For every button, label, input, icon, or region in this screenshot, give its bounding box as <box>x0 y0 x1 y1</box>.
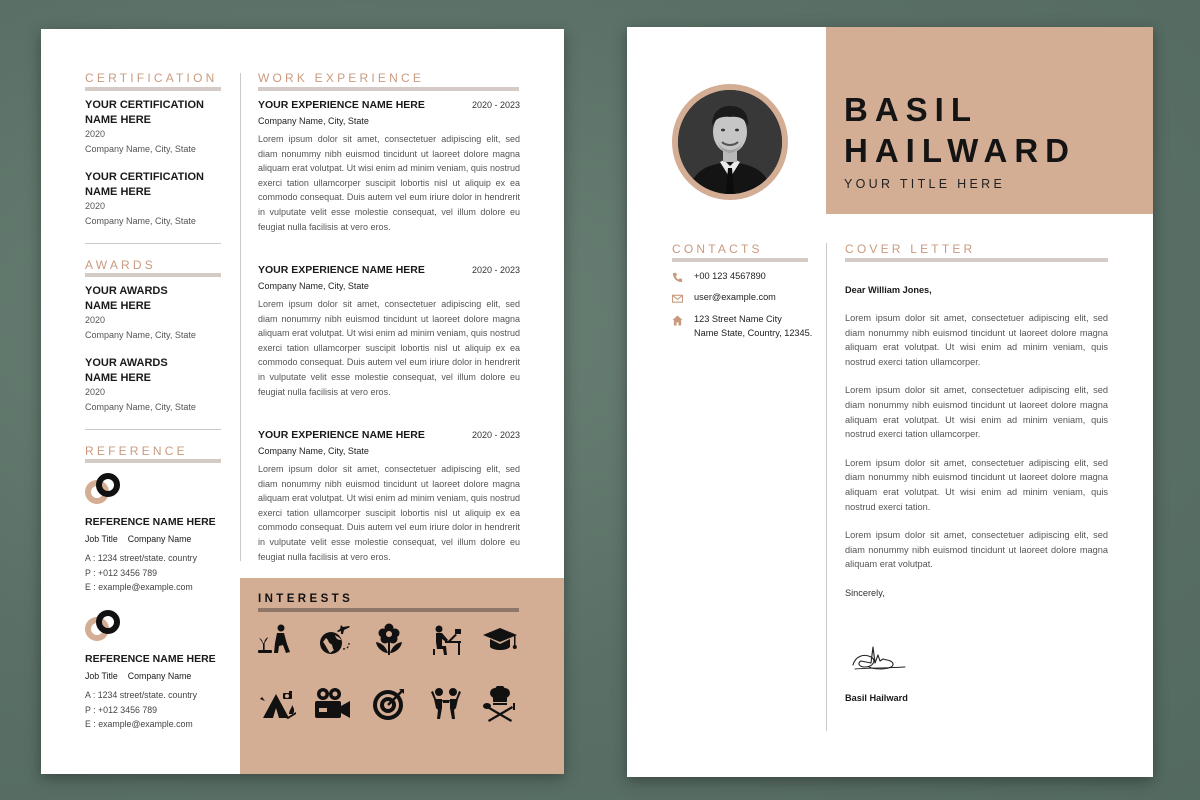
award-place: Company Name, City, State <box>85 330 196 340</box>
certification-name-line1: YOUR CERTIFICATION <box>85 99 204 111</box>
certification-name-line2: NAME HERE <box>85 185 152 198</box>
interests-panel <box>240 578 564 774</box>
award-year: 2020 <box>85 387 106 397</box>
cover-letter-rule <box>845 258 1108 262</box>
letter-paragraph: Lorem ipsum dolor sit amet, consectetuer adipiscing elit, sed diam nonummy nibh euismod tincidunt ut laoreet dolore magna aliquam erat volutpat. <box>845 530 1108 570</box>
experience-dates: 2020 - 2023 <box>471 100 520 110</box>
experience-header <box>258 429 520 441</box>
letter-paragraph: Lorem ipsum dolor sit amet, consectetuer adipiscing elit, sed diam nonummy nibh euismod tincidunt ut laoreet dolore magna aliquam erat volutpat. Ut wisi enim ad minim veniam, quis nostrud exerci tation. <box>845 457 1108 512</box>
certification-name-line1: YOUR CERTIFICATION <box>85 171 204 183</box>
reference-address: A : 1234 street/state. country <box>85 553 197 563</box>
reference-job-line <box>85 671 235 681</box>
reference-logo-icon <box>85 473 121 505</box>
name-header-block <box>826 27 1153 214</box>
profile-photo <box>678 90 782 194</box>
certification-rule <box>85 87 221 91</box>
cover-letter-page <box>627 27 1153 777</box>
gardening-icon <box>255 620 295 660</box>
contacts-rule <box>672 258 808 262</box>
awards-rule <box>85 273 221 277</box>
mail-icon <box>672 291 683 302</box>
reference-name: REFERENCE NAME HERE <box>85 516 216 528</box>
reference-phone: P : +012 3456 789 <box>85 567 157 578</box>
home-icon <box>672 313 683 324</box>
profile-photo-frame <box>672 84 788 200</box>
reference-name: REFERENCE NAME HERE <box>85 653 216 665</box>
graduation-cap-icon <box>480 620 520 660</box>
experience-title: YOUR EXPERIENCE NAME HERE <box>258 99 425 111</box>
travel-icon <box>314 620 354 660</box>
letter-paragraph: Lorem ipsum dolor sit amet, consectetuer adipiscing elit, sed diam nonummy nibh euismod tincidunt ut laoreet dolore magna aliquam erat volutpat. Ut wisi enim ad minim veniam, quis nostrud exerci tation ullamcorper. <box>845 313 1108 367</box>
signature-name: Basil Hailward <box>845 693 908 703</box>
award-name <box>85 284 196 313</box>
signature-image <box>849 633 911 677</box>
reference-item <box>85 610 235 732</box>
reference-company: Company Name <box>127 534 192 544</box>
award-name-line2: NAME HERE <box>85 299 152 312</box>
first-name: BASIL <box>844 91 978 128</box>
divider <box>85 429 221 430</box>
friends-icon <box>426 684 466 724</box>
work-experience-heading: WORK EXPERIENCE <box>258 71 425 85</box>
experience-title: YOUR EXPERIENCE NAME HERE <box>258 429 425 441</box>
cover-letter-body <box>845 285 1108 598</box>
certification-year: 2020 <box>85 201 106 211</box>
resume-page <box>41 29 564 774</box>
experience-company: Company Name, City, State <box>258 281 369 291</box>
studying-icon <box>426 620 466 660</box>
reference-item <box>85 473 235 595</box>
interests-heading: INTERESTS <box>258 593 354 605</box>
certification-name <box>85 170 204 199</box>
award-place: Company Name, City, State <box>85 402 196 412</box>
video-camera-icon <box>312 684 352 724</box>
reference-address: A : 1234 street/state. country <box>85 690 197 700</box>
certification-place: Company Name, City, State <box>85 216 196 226</box>
award-name <box>85 356 196 385</box>
award-year: 2020 <box>85 315 106 325</box>
experience-item <box>258 429 520 564</box>
certification-name <box>85 98 204 127</box>
letter-sign-off: Sincerely, <box>845 587 885 598</box>
experience-title: YOUR EXPERIENCE NAME HERE <box>258 264 425 276</box>
certification-place: Company Name, City, State <box>85 144 196 154</box>
reference-company: Company Name <box>127 671 192 681</box>
reference-logo-icon <box>85 610 121 642</box>
experience-item <box>258 99 520 234</box>
award-name-line1: YOUR AWARDS <box>85 285 168 297</box>
certification-heading: CERTIFICATION <box>85 71 218 85</box>
award-name-line1: YOUR AWARDS <box>85 357 168 369</box>
experience-description: Lorem ipsum dolor sit amet, consectetuer adipiscing elit, sed diam nonummy nibh euismod tincidunt ut laoreet dolore magna aliquam erat volutpat. Ut wisi enim ad minim veniam, quis nostrud exerci tation ullamcorper suscipit lobortis nisl ut aliquip ex ea commodo consequat. Duis autem vel eum iriure dolor in hendrerit in vulputate velit esse molestie consequat, vel illum dolore eu feugiat nulla facilisis at vero eros. <box>258 299 520 397</box>
experience-company: Company Name, City, State <box>258 446 369 456</box>
job-title: YOUR TITLE HERE <box>844 177 1006 191</box>
contact-address <box>672 312 812 340</box>
camping-icon <box>258 684 298 724</box>
reference-email[interactable]: E : example@example.com <box>85 582 193 592</box>
reference-job-line <box>85 534 235 544</box>
address-line1: 123 Street Name City <box>694 314 782 324</box>
phone-number[interactable]: +00 123 4567890 <box>694 271 766 281</box>
cover-letter-heading: COVER LETTER <box>845 242 976 256</box>
interests-rule <box>258 608 519 612</box>
contact-email <box>672 290 776 304</box>
column-divider <box>240 73 241 561</box>
awards-heading: AWARDS <box>85 258 156 272</box>
address-text <box>694 312 812 340</box>
experience-header <box>258 264 520 276</box>
target-icon <box>369 684 409 724</box>
experience-dates: 2020 - 2023 <box>471 430 520 440</box>
divider <box>85 243 221 244</box>
contact-phone <box>672 269 766 283</box>
reference-phone: P : +012 3456 789 <box>85 704 157 715</box>
letter-greeting: Dear William Jones, <box>845 285 932 295</box>
email-address[interactable]: user@example.com <box>694 292 776 302</box>
address-line2: Name State, Country, 12345. <box>694 328 813 338</box>
reference-job-title: Job Title <box>85 534 118 544</box>
certification-item <box>85 170 204 229</box>
reference-rule <box>85 459 221 463</box>
experience-description: Lorem ipsum dolor sit amet, consectetuer adipiscing elit, sed diam nonummy nibh euismod tincidunt ut laoreet dolore magna aliquam erat volutpat. Ut wisi enim ad minim veniam, quis nostrud exerci tation ullamcorper suscipit lobortis nisl ut aliquip ex ea commodo consequat. Duis autem vel eum iriure dolor in hendrerit in vulputate velit esse molestie consequat, vel illum dolore eu feugiat nulla facilisis at vero eros. <box>258 464 520 562</box>
reference-email[interactable]: E : example@example.com <box>85 719 193 729</box>
letter-paragraph: Lorem ipsum dolor sit amet, consectetuer adipiscing elit, sed diam nonummy nibh euismod tincidunt ut laoreet dolore magna aliquam erat volutpat. Ut wisi enim ad minim veniam, quis nostrud exerci tation ullamcorper. <box>845 385 1108 440</box>
award-item <box>85 356 196 415</box>
experience-company: Company Name, City, State <box>258 116 369 126</box>
certification-item <box>85 98 204 157</box>
certification-name-line2: NAME HERE <box>85 113 152 126</box>
experience-header <box>258 99 520 111</box>
last-name: HAILWARD <box>844 132 1076 169</box>
column-divider <box>826 243 827 731</box>
experience-item <box>258 264 520 399</box>
reference-job-title: Job Title <box>85 671 118 681</box>
cooking-icon <box>480 684 520 724</box>
award-name-line2: NAME HERE <box>85 371 152 384</box>
reference-heading: REFERENCE <box>85 444 188 458</box>
work-experience-rule <box>258 87 519 91</box>
experience-dates: 2020 - 2023 <box>471 265 520 275</box>
award-item <box>85 284 196 343</box>
flower-icon <box>369 620 409 660</box>
phone-icon <box>672 270 683 281</box>
certification-year: 2020 <box>85 129 106 139</box>
experience-description: Lorem ipsum dolor sit amet, consectetuer adipiscing elit, sed diam nonummy nibh euismod tincidunt ut laoreet dolore magna aliquam erat volutpat. Ut wisi enim ad minim veniam, quis nostrud exerci tation ullamcorper suscipit lobortis nisl ut aliquip ex ea commodo consequat. Duis autem vel eum iriure dolor in hendrerit in vulputate velit esse molestie consequat, vel illum dolore eu feugiat nulla facilisis at vero eros. <box>258 134 520 232</box>
contacts-heading: CONTACTS <box>672 242 763 256</box>
